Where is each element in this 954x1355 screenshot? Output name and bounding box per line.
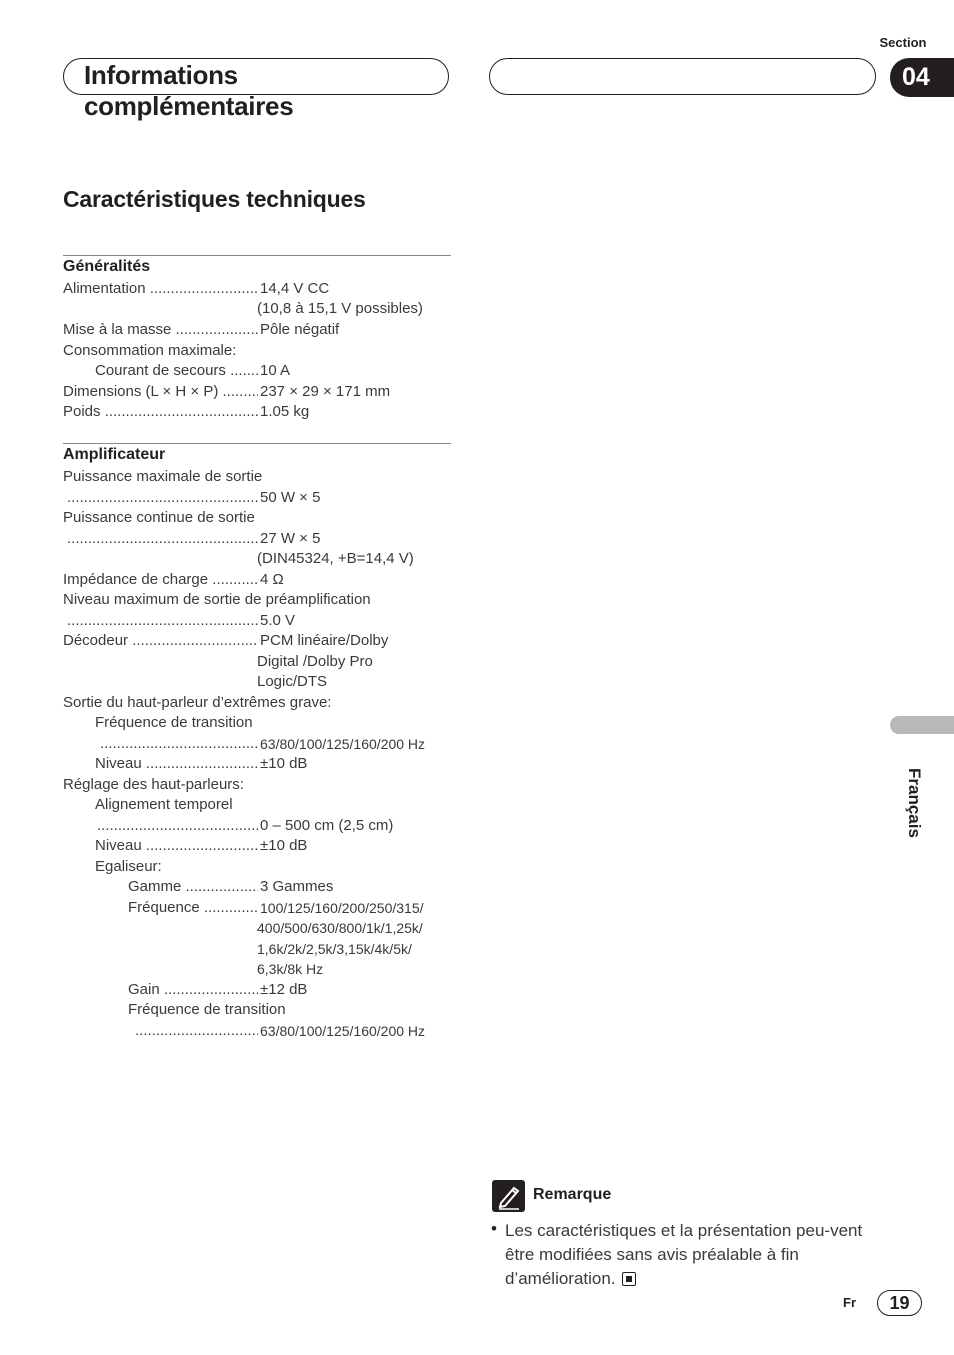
spec-label: Alimentation ..... <box>63 279 258 299</box>
divider <box>63 443 451 444</box>
spec-value: PCM linéaire/Dolby <box>260 632 389 649</box>
spec-value: 5.0 V <box>260 612 296 629</box>
spec-value: 237 × 29 × 171 mm <box>260 383 391 400</box>
spec-value-continued: Logic/DTS <box>257 673 328 690</box>
spec-label: Gamme ..... <box>128 877 258 897</box>
spec-value: 63/80/100/125/160/200 Hz <box>260 1023 426 1039</box>
amplifier-heading: Amplificateur <box>63 446 166 463</box>
pencil-icon-graphic <box>492 1180 525 1212</box>
spec-value-note: (DIN45324, +B=14,4 V) <box>257 550 414 567</box>
spec-label: Niveau ..... <box>95 754 258 774</box>
language-label: Français <box>905 768 924 838</box>
bullet: • <box>491 1219 497 1238</box>
spec-group-label: Sortie du haut-parleur d’extrêmes grave: <box>63 694 332 711</box>
note-text <box>505 1219 865 1291</box>
spec-group-label: Consommation maximale: <box>63 342 237 359</box>
spec-value-continued: 1,6k/2k/2,5k/3,15k/4k/5k/ <box>257 941 412 957</box>
spec-label: Poids ..... <box>63 402 258 422</box>
spec-value: 100/125/160/200/250/315/ <box>260 900 424 916</box>
spec-label: Niveau ..... <box>95 836 258 856</box>
spec-subgroup-label: Fréquence de transition <box>128 1001 286 1018</box>
spec-label: Gain ..... <box>128 980 258 1000</box>
spec-value: 10 A <box>260 362 291 379</box>
spec-label: Mise à la masse ..... <box>63 320 258 340</box>
language-code: Fr <box>843 1295 856 1310</box>
spec-value: 0 – 500 cm (2,5 cm) <box>260 817 394 834</box>
chapter-title: Informations complémentaires <box>84 60 294 121</box>
spec-group-label: Puissance maximale de sortie <box>63 468 263 485</box>
note-text-content: Les caractéristiques et la présentation peu-vent être modifiées sans avis préalable à fin d’amélioration. <box>505 1221 863 1288</box>
spec-label: Fréquence ..... <box>128 898 258 918</box>
spec-subgroup-label: Egaliseur: <box>95 858 162 875</box>
pencil-icon <box>492 1180 525 1212</box>
spec-subgroup-label: Fréquence de transition <box>95 714 253 731</box>
spec-group-label: Réglage des haut-parleurs: <box>63 776 244 793</box>
spec-group-label: Niveau maximum de sortie de préamplification <box>63 591 371 608</box>
spec-label: Courant de secours ..... <box>95 361 258 381</box>
spec-value: ±10 dB <box>260 755 308 772</box>
spec-value: ±12 dB <box>260 981 308 998</box>
note-title: Remarque <box>533 1186 612 1203</box>
spec-label: Dimensions (L × H × P) ..... <box>63 382 258 402</box>
spec-value: 27 W × 5 <box>260 530 321 547</box>
end-mark-icon <box>622 1272 636 1286</box>
spec-value-note: (10,8 à 15,1 V possibles) <box>257 300 423 317</box>
spec-value: 63/80/100/125/160/200 Hz <box>260 736 426 752</box>
page-number: 19 <box>877 1290 922 1316</box>
general-heading: Généralités <box>63 258 151 275</box>
section-label: Section <box>879 35 927 50</box>
spec-value: 3 Gammes <box>260 878 334 895</box>
language-tab <box>890 716 954 734</box>
section-number: 04 <box>890 58 954 97</box>
spec-subgroup-label: Alignement temporel <box>95 796 233 813</box>
spec-value: 1.05 kg <box>260 403 310 420</box>
page-heading: Caractéristiques techniques <box>63 186 366 212</box>
spec-value: 14,4 V CC <box>260 280 330 297</box>
spec-value: Pôle négatif <box>260 321 340 338</box>
spec-label: Impédance de charge ..... <box>63 570 258 590</box>
spec-group-label: Puissance continue de sortie <box>63 509 255 526</box>
spec-value-continued: Digital /Dolby Pro <box>257 653 373 670</box>
chapter-title-box <box>63 58 449 121</box>
spec-value: 4 Ω <box>260 571 284 588</box>
spec-value-continued: 400/500/630/800/1k/1,25k/ <box>257 920 423 936</box>
divider <box>63 255 451 256</box>
header-empty-box <box>489 58 876 95</box>
spec-value: ±10 dB <box>260 837 308 854</box>
spec-value: 50 W × 5 <box>260 489 321 506</box>
spec-value-continued: 6,3k/8k Hz <box>257 961 324 977</box>
spec-label: Décodeur ..... <box>63 631 258 651</box>
